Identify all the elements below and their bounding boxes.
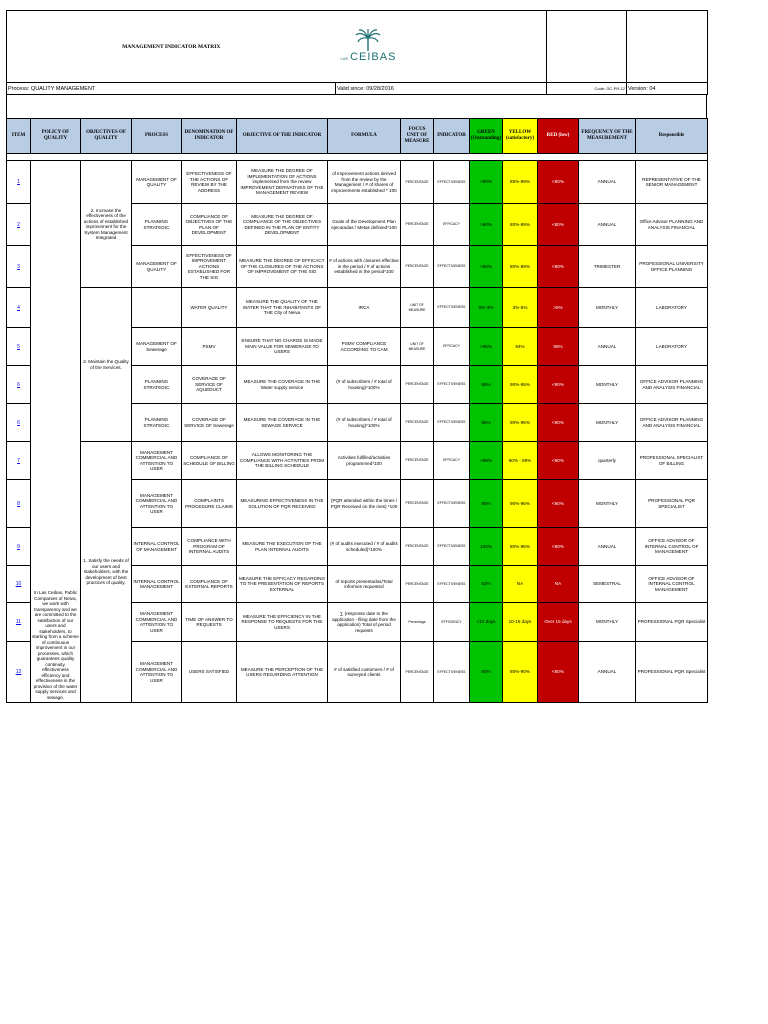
table-row (7, 288, 708, 328)
item-link[interactable]: 12 (7, 642, 31, 703)
cell-denomination: USERS SATISFIED (182, 642, 237, 703)
cell-green: 95% (470, 404, 503, 442)
quality-policy-text: In Las Ceibas, Public Companies of Neiva, we work with transparency and we are committed to the satisfaction of our users and stakeholders, to starting from a scheme of continuous improvement in our processes, which guarantees quality continuity, effectiveness efficiency and effectiveness in the provision of the water supply services and sewage. (32, 590, 79, 700)
cell-green: 100% (470, 528, 503, 566)
cell-frequency: MONTHLY (579, 366, 636, 404)
col-objective-indicator: OBJECTIVE OF THE INDICATOR (237, 119, 328, 154)
cell-formula: IRCA (328, 288, 401, 328)
cell-denomination: TIME OF ANSWER TO REQUESTS (182, 603, 237, 642)
cell-responsible: PROFESSIONAL PQR Specialist (636, 642, 708, 703)
cell-objective: MEASURE THE COVERAGE IN THE Water supply service (237, 366, 328, 404)
document-header (6, 10, 708, 95)
cell-yellow: 80%-90% (503, 642, 538, 703)
cell-red: >5% (538, 288, 579, 328)
cell-objective: MEASURE THE EFFICIENCY IN THE RESPONSE TO REQUESTS FOR THE USERS (237, 603, 328, 642)
cell-responsible: PROFESSIONAL UNIVERSITY OFFICE PLANNING (636, 246, 708, 288)
cell-unit: PERCENTAGE (401, 404, 434, 442)
col-formula: FORMULA (328, 119, 401, 154)
cell-objective: MEASURING EFFECTIVENESS IN THE SOLUTION OF PQR RECEIVED (237, 480, 328, 528)
col-responsible: Responsible (636, 119, 708, 154)
cell-unit: PERCENTAGE (401, 480, 434, 528)
cell-red: NA (538, 566, 579, 603)
cell-frequency: MONTHLY (579, 288, 636, 328)
cell-indicator: EFFECTIVENESS (434, 161, 470, 204)
cell-green: 95% (470, 366, 503, 404)
cell-frequency: SEMESTRAL (579, 566, 636, 603)
cell-frequency: MONTHLY (579, 603, 636, 642)
cell-yellow: 3%-5% (503, 288, 538, 328)
cell-responsible: REPRESENTATIVE OF THE SENIOR MANAGEMENT (636, 161, 708, 204)
cell-formula: ∑ (response date to the application - filing date from the application) Total of period requests (328, 603, 401, 642)
document-version: Version: 04 (627, 83, 708, 95)
cell-process: MANAGEMENT OF QUALITY (132, 161, 182, 204)
cell-objective: MEASURE THE EFFICACY REGARDING TO THE PRESENTATION OF REPORTS EXTERNAL (237, 566, 328, 603)
cell-green: >90% (470, 204, 503, 246)
cell-process: MANAGEMENT COMMERCIAL AND ATTENTION TO USER (132, 442, 182, 480)
cell-process: MANAGEMENT OF QUALITY (132, 246, 182, 288)
cell-objective: ENSURE THAT NO CHARGE IS MADE MAIN VALUE FOR SEWERAGE TO USERS (237, 328, 328, 366)
item-link[interactable]: 2 (7, 204, 31, 246)
cell-denomination: COVERAGE OF SERVICE OF Sewerage (182, 404, 237, 442)
indicator-table (6, 118, 708, 703)
cell-responsible: OFFICE ADVISOR PLANNING AND ANALYSIS FINANCIAL (636, 404, 708, 442)
item-link[interactable]: 6 (7, 366, 31, 404)
cell-frequency: ANNUAL (579, 161, 636, 204)
valid-since: Valid since: 09/28/2016 (336, 83, 547, 95)
cell-formula: (# of subscribers / # total of housing)*100% (328, 404, 401, 442)
cell-red: <90% (538, 404, 579, 442)
cell-red: 95% (538, 328, 579, 366)
cell-responsible: OFFICE ADVISOR PLANNING AND ANALYSIS FINANCIAL (636, 366, 708, 404)
col-objectives: OBJECTIVES OF QUALITY (81, 119, 132, 154)
cell-frequency: ANNUAL (579, 642, 636, 703)
cell-process: PLANNING STRATEGIC (132, 204, 182, 246)
cell-objective: MEASURE THE QUALITY OF THE WATER THAT THE INHABITANTS OF THE City of Neiva (237, 288, 328, 328)
cell-red: Over 15 days (538, 603, 579, 642)
cell-unit: PERCENTAGE (401, 366, 434, 404)
cell-objective: MEASURE THE DEGREE OF EFFICACY OF THE CLOSURES OF THE ACTIONS OF IMPROVEMENT OF THE SIG (237, 246, 328, 288)
cell-responsible: OFFICE ADVISOR OF INTERNAL CONTROL MANAGEMENT (636, 566, 708, 603)
cell-green: 95% (470, 480, 503, 528)
logo-name: CEIBAS (350, 51, 397, 63)
cell-objective: MEASURE THE EXECUTION OF THE PLAN INTERNAL AUDITS (237, 528, 328, 566)
objective-cell: 3. Maintain the Quality of the Services. (81, 288, 132, 442)
cell-denomination: COMPLAINTS PROCEDURE CLAIMS (182, 480, 237, 528)
cell-green: >99% (470, 442, 503, 480)
cell-formula: # of actions with closures effective in the period / # of actions established in the period*100 (328, 246, 401, 288)
cell-formula: PSMV COMPLIANCE ACCORDING TO CAM (328, 328, 401, 366)
cell-denomination: PSMV (182, 328, 237, 366)
cell-indicator: EFFECTIVENESS (434, 566, 470, 603)
cell-process: MANAGEMENT COMMERCIAL AND ATTENTION TO USER (132, 642, 182, 703)
cell-formula: (# of audits executed / # of audits scheduled)*100% (328, 528, 401, 566)
indicator-matrix-sheet (6, 10, 707, 703)
table-row (7, 161, 708, 204)
col-frequency: FREQUENCY OF THE MEASUREMENT (579, 119, 636, 154)
item-link[interactable]: 8 (7, 480, 31, 528)
cell-unit: PERCENTAGE (401, 161, 434, 204)
cell-unit: UNIT OF MEASURE (401, 288, 434, 328)
cell-yellow: 10-15 days (503, 603, 538, 642)
cell-indicator: EFFECTIVENESS (434, 288, 470, 328)
col-yellow: YELLOW (satisfactory) (503, 119, 538, 154)
cell-red: <80% (538, 528, 579, 566)
cell-objective: MEASURE THE DEGREE OF COMPLIANCE OF THE OBJECTIVES DEFINED IN THE PLAN OF ENTITY DEVELOPMENT (237, 204, 328, 246)
cell-denomination: COVERAGE OF SERVICE OF AQUEDUCT (182, 366, 237, 404)
cell-yellow: 94% (503, 328, 538, 366)
cell-process: PLANNING STRATEGIC (132, 404, 182, 442)
item-link[interactable]: 6 (7, 404, 31, 442)
cell-yellow: NA (503, 566, 538, 603)
item-link[interactable]: 5 (7, 328, 31, 366)
cell-responsible: LABORATORY (636, 328, 708, 366)
cell-objective: MEASURE THE DEGREE OF IMPLEMENTATION OF ACTIONS implemented from the review IMPROVEMENT DERIVATIVES OF THE MANAGEMENT REVIEW (237, 161, 328, 204)
item-link[interactable]: 7 (7, 442, 31, 480)
cell-formula: (# of subscribers / # total of housing)*100% (328, 366, 401, 404)
cell-responsible: PROFESSIONAL PQR Specialist (636, 603, 708, 642)
cell-unit: PERCENTAGE (401, 566, 434, 603)
process-label: Process: QUALITY MANAGEMENT (7, 83, 336, 95)
cell-green: 0%-3% (470, 288, 503, 328)
cell-process: PLANNING STRATEGIC (132, 366, 182, 404)
cell-indicator: EFFICIENCY (434, 603, 470, 642)
cell-responsible: LABORATORY (636, 288, 708, 328)
company-logo (336, 11, 547, 83)
cell-frequency: ANNUAL (579, 204, 636, 246)
cell-responsible: Office Advisor PLANNING AND ANALYSIS FINANCIAL (636, 204, 708, 246)
cell-indicator: EFFECTIVENESS (434, 480, 470, 528)
cell-yellow: 80%-89% (503, 204, 538, 246)
cell-green: 90% (470, 642, 503, 703)
col-red: RED (low) (538, 119, 579, 154)
cell-process: MANAGEMENT OF Sewerage (132, 328, 182, 366)
item-link[interactable]: 3 (7, 246, 31, 288)
cell-process: MANAGEMENT COMMERCIAL AND ATTENTION TO USER (132, 480, 182, 528)
col-focus-unit: FOCUS UNIT OF MEASURE (401, 119, 434, 154)
cell-denomination: EFFECTIVENESS OF THE ACTIONS OF REVIEW BY THE ADDRESS (182, 161, 237, 204)
cell-indicator: EFFECTIVENESS (434, 404, 470, 442)
cell-red: <90% (538, 480, 579, 528)
cell-indicator: EFFECTIVENESS (434, 642, 470, 703)
cell-red: <80% (538, 161, 579, 204)
cell-denomination: EFFECTIVENESS OF IMPROVEMENT ACTIONS ESTABLISHED FOR THE SIG (182, 246, 237, 288)
cell-frequency: MONTHLY (579, 480, 636, 528)
cell-indicator: EFFICACY (434, 442, 470, 480)
cell-red: <80% (538, 246, 579, 288)
cell-indicator: EFFECTIVENESS (434, 366, 470, 404)
cell-red: <80% (538, 642, 579, 703)
cell-unit: PERCENTAGE (401, 442, 434, 480)
document-title: MANAGEMENT INDICATOR MATRIX (7, 11, 336, 83)
col-process: PROCESS (132, 119, 182, 154)
cell-frequency: ANNUAL (579, 328, 636, 366)
cell-yellow: 80%-89% (503, 246, 538, 288)
cell-denomination: COMPLIANCE OF SCHEDULE OF BILLING (182, 442, 237, 480)
cell-formula: # of satisfied customers / # of surveyed clients (328, 642, 401, 703)
cell-indicator: EFFICACY (434, 204, 470, 246)
cell-green: 92% (470, 566, 503, 603)
logo-prefix: LAS (340, 56, 349, 61)
cell-red: <90% (538, 442, 579, 480)
cell-process: INTERNAL CONTROL OF MANAGEMENT (132, 528, 182, 566)
cell-formula: (PQR attended within the times / PQR Received on the mes) *100 (328, 480, 401, 528)
cell-unit: UNIT OF MEASURE (401, 328, 434, 366)
col-item: ITEM (7, 119, 31, 154)
cell-denomination: WATER QUALITY (182, 288, 237, 328)
item-link[interactable]: 4 (7, 288, 31, 328)
document-code: Code: GC-PR-12 (547, 83, 627, 95)
col-green: GREEN (Outstanding) (470, 119, 503, 154)
cell-yellow: 80%-95% (503, 528, 538, 566)
cell-responsible: OFFICE ADVISOR OF INTERNAL CONTROL OF MANAGEMENT (636, 528, 708, 566)
cell-formula: Activities fulfilled/activities programmed*100 (328, 442, 401, 480)
cell-responsible: PROFESSIONAL PQR SPECIALIST (636, 480, 708, 528)
item-link[interactable]: 11 (7, 603, 31, 642)
cell-red: <90% (538, 366, 579, 404)
cell-unit: PERCENTAGE (401, 528, 434, 566)
policy-cell (31, 161, 81, 703)
cell-frequency: quarterly (579, 442, 636, 480)
cell-process: INTERNAL CONTROL MANAGEMENT (132, 566, 182, 603)
cell-yellow: 85%-89% (503, 161, 538, 204)
cell-unit: PERCENTAGE (401, 204, 434, 246)
cell-indicator: EFFECTIVENESS (434, 528, 470, 566)
cell-green: >95% (470, 328, 503, 366)
col-denomination: DENOMINATION OF INDICATOR (182, 119, 237, 154)
cell-unit: PERCENTAGE (401, 642, 434, 703)
cell-yellow: 90%-95% (503, 404, 538, 442)
cell-denomination: COMPLIANCE OF OBJECTIVES OF THE PLAN OF DEVELOPMENT (182, 204, 237, 246)
objective-cell: 1. Satisfy the needs of our users and stakeholders, with the development of best practices of quality. (81, 442, 132, 703)
cell-yellow: 90% - 99% (503, 442, 538, 480)
cell-denomination: COMPLIANCE OF EXTERNAL REPORTS (182, 566, 237, 603)
item-link[interactable]: 10 (7, 566, 31, 603)
col-indicator: INDICATOR (434, 119, 470, 154)
cell-indicator: EFFECTIVENESS (434, 246, 470, 288)
cell-indicator: EFFICACY (434, 328, 470, 366)
cell-formula: Goals of the Development Plan ejecutadas / Metas definied*100 (328, 204, 401, 246)
cell-frequency: ANNUAL (579, 528, 636, 566)
cell-green: <10 days (470, 603, 503, 642)
col-policy: POLICY OF QUALITY (31, 119, 81, 154)
cell-objective: MEASURE THE PERCEPTION OF THE USERS REGARDING ATTENTION (237, 642, 328, 703)
cell-responsible: PROFESSIONAL SPECIALIST OF BILLING (636, 442, 708, 480)
cell-process: MANAGEMENT COMMERCIAL AND ATTENTION TO USER (132, 603, 182, 642)
cell-frequency: MONTHLY (579, 404, 636, 442)
cell-yellow: 90%-95% (503, 366, 538, 404)
cell-objective: ALLOWS MONITORING THE COMPLIANCE WITH ACTIVITIES FROM THE BILLING SCHEDULE (237, 442, 328, 480)
item-link[interactable]: 1 (7, 161, 31, 204)
cell-denomination: COMPLIANCE WITH PROGRAM OF INTERNAL AUDITS (182, 528, 237, 566)
cell-red: <80% (538, 204, 579, 246)
cell-unit: PERCENTAGE (401, 246, 434, 288)
cell-objective: MEASURE THE COVERAGE IN THE SEWAGE SERVICE (237, 404, 328, 442)
cell-unit: Percentage (401, 603, 434, 642)
cell-green: >90% (470, 161, 503, 204)
cell-frequency: TRIMESTER (579, 246, 636, 288)
cell-green: >90% (470, 246, 503, 288)
cell-formula: of reports presentados/Total informes requested (328, 566, 401, 603)
palm-tree-icon (355, 29, 381, 51)
cell-yellow: 90%-95% (503, 480, 538, 528)
item-link[interactable]: 9 (7, 528, 31, 566)
table-row (7, 442, 708, 480)
cell-process (132, 288, 182, 328)
cell-formula: of improvement actions derived from the review by the Management / # of shares of improvements established * 100 (328, 161, 401, 204)
objective-cell: 2. Increase the effectiveness of the actions of established improvement for the System Management Integrated (81, 161, 132, 288)
